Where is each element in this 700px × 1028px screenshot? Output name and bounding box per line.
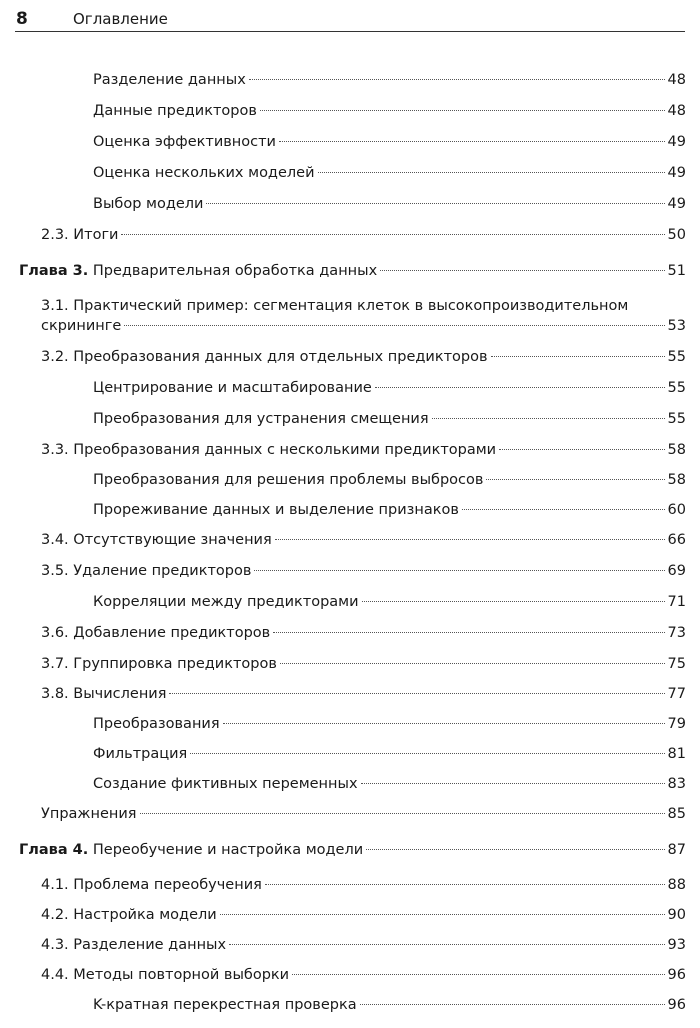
- toc-entry: 3.2. Преобразования данных для отдельных предикторов 55: [41, 349, 686, 365]
- toc-entry: Разделение данных 48: [93, 72, 686, 88]
- running-title: Оглавление: [73, 10, 168, 28]
- page-number: 8: [16, 9, 28, 29]
- toc-entry: 4.3. Разделение данных 93: [41, 937, 686, 953]
- toc-entry: 3.6. Добавление предикторов 73: [41, 625, 686, 641]
- toc-entry: Центрирование и масштабирование 55: [93, 380, 686, 396]
- toc-entry: Прореживание данных и выделение признаков 60: [93, 502, 686, 518]
- toc-entry: 4.4. Методы повторной выборки 96: [41, 967, 686, 983]
- toc-entry: Данные предикторов 48: [93, 103, 686, 119]
- toc-entry: K-кратная перекрестная проверка 96: [93, 997, 686, 1013]
- toc-entry: Фильтрация 81: [93, 746, 686, 762]
- toc-entry: 3.7. Группировка предикторов 75: [41, 656, 686, 672]
- toc-entry: 3.1. Практический пример: сегментация клеток в высокопроизводительном скрининге 53: [41, 298, 686, 334]
- toc-entry: Оценка нескольких моделей 49: [93, 165, 686, 181]
- toc-chapter-3: Глава 3. Предварительная обработка данных 51: [19, 263, 686, 279]
- toc-entry: 3.8. Вычисления 77: [41, 686, 686, 702]
- toc-entry: Выбор модели 49: [93, 196, 686, 212]
- toc-chapter-4: Глава 4. Переобучение и настройка модели 87: [19, 842, 686, 858]
- toc-entry: 2.3. Итоги 50: [41, 227, 686, 243]
- toc-entry: Упражнения 85: [41, 806, 686, 822]
- toc-entry: Преобразования для решения проблемы выбросов 58: [93, 472, 686, 488]
- toc-entry: 3.4. Отсутствующие значения 66: [41, 532, 686, 548]
- toc-entry: 4.1. Проблема переобучения 88: [41, 877, 686, 893]
- toc-entry: 3.5. Удаление предикторов 69: [41, 563, 686, 579]
- toc-entry: 4.2. Настройка модели 90: [41, 907, 686, 923]
- toc-entry: Преобразования для устранения смещения 55: [93, 411, 686, 427]
- page-header: [15, 5, 685, 32]
- toc-entry: 3.3. Преобразования данных с несколькими предикторами 58: [41, 442, 686, 458]
- toc-entry: Преобразования 79: [93, 716, 686, 732]
- toc-entry: Оценка эффективности 49: [93, 134, 686, 150]
- toc-entry: Создание фиктивных переменных 83: [93, 776, 686, 792]
- toc-entry: Корреляции между предикторами 71: [93, 594, 686, 610]
